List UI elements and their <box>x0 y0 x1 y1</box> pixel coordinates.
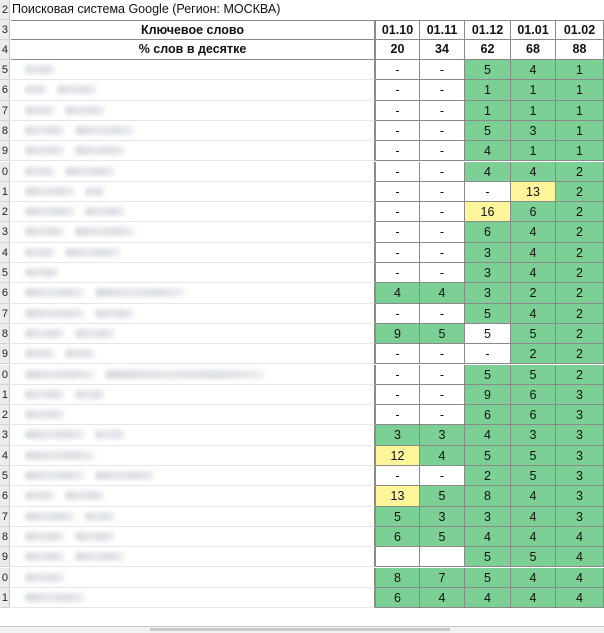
keyword-cell[interactable] <box>11 304 375 324</box>
position-cell[interactable]: - <box>420 60 465 80</box>
row-number[interactable]: 7 <box>0 507 10 527</box>
position-cell[interactable]: 2 <box>556 263 604 283</box>
row-number[interactable]: 8 <box>0 324 10 344</box>
position-cell[interactable]: - <box>375 365 420 385</box>
position-cell[interactable]: 8 <box>465 486 511 506</box>
position-cell[interactable]: - <box>420 263 465 283</box>
blurred-keyword-text <box>25 329 65 338</box>
position-cell[interactable]: 5 <box>375 507 420 527</box>
position-cell[interactable]: 4 <box>465 527 511 547</box>
position-cell[interactable]: 5 <box>511 324 556 344</box>
row-number[interactable]: 5 <box>0 60 10 80</box>
date-header-4[interactable]: 01.02 <box>556 20 604 40</box>
blurred-keyword-text <box>25 573 65 582</box>
position-cell[interactable]: 6 <box>511 385 556 405</box>
position-cell[interactable]: - <box>375 385 420 405</box>
position-cell[interactable]: - <box>420 365 465 385</box>
position-cell[interactable]: 4 <box>511 243 556 263</box>
position-cell[interactable]: 4 <box>375 283 420 303</box>
position-cell[interactable]: 1 <box>556 80 604 100</box>
keyword-cell[interactable] <box>11 486 375 506</box>
keyword-cell[interactable] <box>11 101 375 121</box>
position-cell[interactable]: 2 <box>556 222 604 242</box>
row-number[interactable]: 0 <box>0 162 10 182</box>
keyword-cell[interactable] <box>11 162 375 182</box>
blurred-keyword-text <box>65 106 105 115</box>
row-number[interactable]: 9 <box>0 547 10 567</box>
position-cell[interactable]: 12 <box>375 446 420 466</box>
position-cell[interactable]: - <box>420 405 465 425</box>
position-cell[interactable]: 4 <box>511 588 556 608</box>
position-cell[interactable]: - <box>375 466 420 486</box>
position-cell[interactable]: - <box>375 263 420 283</box>
position-cell[interactable]: 1 <box>556 60 604 80</box>
position-cell[interactable]: 3 <box>511 121 556 141</box>
blurred-keyword-text <box>75 552 125 561</box>
keyword-cell[interactable] <box>11 507 375 527</box>
keyword-cell[interactable] <box>11 568 375 588</box>
blurred-keyword-text <box>65 491 105 500</box>
position-cell[interactable]: 3 <box>465 283 511 303</box>
position-cell[interactable]: 2 <box>556 202 604 222</box>
position-cell[interactable]: 3 <box>420 507 465 527</box>
position-cell[interactable]: - <box>420 121 465 141</box>
blurred-keyword-text <box>25 126 65 135</box>
position-cell[interactable]: 5 <box>511 365 556 385</box>
position-cell[interactable]: 3 <box>465 507 511 527</box>
position-cell[interactable]: 6 <box>375 527 420 547</box>
keyword-cell[interactable] <box>11 547 375 567</box>
blurred-keyword-text <box>65 167 115 176</box>
position-cell[interactable]: - <box>375 80 420 100</box>
position-cell[interactable]: 1 <box>465 101 511 121</box>
position-cell[interactable]: 4 <box>465 425 511 445</box>
blurred-keyword-text <box>25 451 95 460</box>
keyword-cell[interactable] <box>11 425 375 445</box>
position-cell[interactable]: 4 <box>511 263 556 283</box>
position-cell[interactable]: 4 <box>511 527 556 547</box>
position-cell[interactable]: - <box>375 101 420 121</box>
position-cell[interactable]: 4 <box>420 588 465 608</box>
position-cell[interactable]: 5 <box>420 527 465 547</box>
position-cell[interactable]: - <box>420 344 465 364</box>
position-cell[interactable]: 6 <box>465 222 511 242</box>
position-cell[interactable]: 5 <box>465 304 511 324</box>
position-cell[interactable]: - <box>420 385 465 405</box>
position-cell[interactable]: 3 <box>556 486 604 506</box>
position-cell[interactable]: 2 <box>556 182 604 202</box>
position-cell[interactable]: 4 <box>511 222 556 242</box>
position-cell[interactable]: 13 <box>511 182 556 202</box>
row-number[interactable]: 5 <box>0 466 10 486</box>
blurred-keyword-text <box>75 329 115 338</box>
position-cell[interactable]: - <box>375 304 420 324</box>
blurred-keyword-text <box>25 187 75 196</box>
keyword-cell[interactable] <box>11 588 375 608</box>
position-cell[interactable]: - <box>420 222 465 242</box>
position-cell[interactable]: 1 <box>511 141 556 161</box>
position-cell[interactable]: 5 <box>465 121 511 141</box>
position-cell[interactable]: - <box>465 182 511 202</box>
row-number[interactable]: 2 <box>0 405 10 425</box>
position-cell[interactable]: 2 <box>511 283 556 303</box>
blurred-keyword-text <box>25 248 55 257</box>
position-cell[interactable]: 4 <box>556 568 604 588</box>
blurred-keyword-text <box>95 430 125 439</box>
blurred-keyword-text <box>25 268 59 277</box>
position-cell[interactable]: 3 <box>465 263 511 283</box>
position-cell[interactable]: 4 <box>511 568 556 588</box>
keyword-cell[interactable] <box>11 121 375 141</box>
position-cell[interactable]: 4 <box>465 141 511 161</box>
blurred-keyword-text <box>95 309 135 318</box>
position-cell[interactable]: 2 <box>556 162 604 182</box>
keyword-cell[interactable] <box>11 222 375 242</box>
position-cell[interactable]: - <box>420 162 465 182</box>
keyword-cell[interactable] <box>11 80 375 100</box>
keyword-cell[interactable] <box>11 405 375 425</box>
row-number[interactable]: 1 <box>0 588 10 608</box>
position-cell[interactable]: 5 <box>465 365 511 385</box>
row-number[interactable]: 0 <box>0 568 10 588</box>
row-number[interactable]: 7 <box>0 304 10 324</box>
blurred-keyword-text <box>75 390 105 399</box>
blurred-keyword-text <box>25 410 65 419</box>
position-cell[interactable]: 2 <box>556 283 604 303</box>
row-number[interactable]: 2 <box>0 202 10 222</box>
position-cell[interactable]: 8 <box>375 568 420 588</box>
sheet-title[interactable]: Поисковая система Google (Регион: МОСКВА) <box>12 2 281 16</box>
blurred-keyword-text <box>85 207 125 216</box>
keyword-cell[interactable] <box>11 446 375 466</box>
position-cell[interactable]: 5 <box>465 60 511 80</box>
position-cell[interactable]: 4 <box>420 446 465 466</box>
position-cell[interactable]: 9 <box>465 385 511 405</box>
percent-value-4[interactable]: 88 <box>556 40 604 60</box>
position-cell[interactable]: - <box>375 141 420 161</box>
position-cell[interactable]: - <box>375 243 420 263</box>
percent-value-0[interactable]: 20 <box>375 40 420 60</box>
blurred-keyword-text <box>75 532 115 541</box>
row-number[interactable]: 8 <box>0 527 10 547</box>
position-cell[interactable]: 6 <box>511 202 556 222</box>
date-header-1[interactable]: 01.11 <box>420 20 465 40</box>
keyword-cell[interactable] <box>11 466 375 486</box>
position-cell[interactable]: 3 <box>556 507 604 527</box>
position-cell[interactable]: 5 <box>420 324 465 344</box>
percent-value-3[interactable]: 68 <box>511 40 556 60</box>
position-cell[interactable]: 2 <box>556 243 604 263</box>
blurred-keyword-text <box>25 106 55 115</box>
position-cell[interactable]: 2 <box>556 324 604 344</box>
blurred-keyword-text <box>25 227 65 236</box>
blurred-keyword-text <box>25 349 55 358</box>
keyword-cell[interactable] <box>11 60 375 80</box>
position-cell[interactable]: - <box>375 222 420 242</box>
position-cell[interactable]: - <box>420 141 465 161</box>
position-cell[interactable]: 5 <box>465 446 511 466</box>
position-cell[interactable]: 1 <box>556 141 604 161</box>
blurred-keyword-text <box>65 349 95 358</box>
position-cell[interactable]: 4 <box>511 304 556 324</box>
position-cell[interactable]: 2 <box>556 365 604 385</box>
position-cell[interactable]: 4 <box>556 588 604 608</box>
keyword-cell[interactable] <box>11 365 375 385</box>
row-number[interactable]: 4 <box>0 243 10 263</box>
position-cell[interactable]: 5 <box>465 324 511 344</box>
position-cell[interactable]: 4 <box>420 283 465 303</box>
blurred-keyword-text <box>95 471 155 480</box>
position-cell[interactable]: - <box>420 466 465 486</box>
date-header-3[interactable]: 01.01 <box>511 20 556 40</box>
position-cell[interactable]: 2 <box>511 344 556 364</box>
keyword-cell[interactable] <box>11 324 375 344</box>
blurred-keyword-text <box>25 370 95 379</box>
row-number[interactable]: 4 <box>0 446 10 466</box>
keyword-cell[interactable] <box>11 263 375 283</box>
position-cell[interactable]: 4 <box>511 486 556 506</box>
position-cell[interactable]: 3 <box>556 385 604 405</box>
position-cell[interactable]: - <box>420 101 465 121</box>
position-cell[interactable]: 16 <box>465 202 511 222</box>
blurred-keyword-text <box>25 491 55 500</box>
position-cell[interactable]: - <box>465 344 511 364</box>
keyword-cell[interactable] <box>11 182 375 202</box>
blurred-keyword-text <box>25 512 75 521</box>
position-cell[interactable]: - <box>420 304 465 324</box>
row-number[interactable]: 9 <box>0 141 10 161</box>
position-cell[interactable]: 1 <box>556 101 604 121</box>
position-cell[interactable]: 3 <box>465 243 511 263</box>
position-cell[interactable]: 4 <box>556 527 604 547</box>
keyword-cell[interactable] <box>11 385 375 405</box>
blurred-keyword-text <box>85 512 115 521</box>
position-cell[interactable]: - <box>420 243 465 263</box>
date-header-2[interactable]: 01.12 <box>465 20 511 40</box>
position-cell[interactable]: 2 <box>556 304 604 324</box>
keyword-cell[interactable] <box>11 141 375 161</box>
position-cell[interactable]: - <box>420 80 465 100</box>
blurred-keyword-text <box>25 471 85 480</box>
position-cell[interactable]: - <box>375 405 420 425</box>
blurred-keyword-text <box>25 207 75 216</box>
position-cell[interactable] <box>420 547 465 567</box>
blurred-keyword-text <box>95 288 185 297</box>
keyword-header[interactable]: Ключевое слово <box>11 20 375 40</box>
position-cell[interactable]: 5 <box>511 466 556 486</box>
row-number[interactable]: 6 <box>0 283 10 303</box>
date-header-0[interactable]: 01.10 <box>375 20 420 40</box>
blurred-keyword-text <box>25 146 65 155</box>
position-cell[interactable]: 2 <box>465 466 511 486</box>
position-cell[interactable]: - <box>375 344 420 364</box>
keyword-cell[interactable] <box>11 243 375 263</box>
position-cell[interactable]: 13 <box>375 486 420 506</box>
blurred-keyword-text <box>25 85 47 94</box>
keyword-cell[interactable] <box>11 202 375 222</box>
row-number[interactable]: 3 <box>0 222 10 242</box>
blurred-keyword-text <box>75 126 135 135</box>
position-cell[interactable]: 1 <box>465 80 511 100</box>
position-cell[interactable]: 1 <box>511 80 556 100</box>
row-number[interactable]: 5 <box>0 263 10 283</box>
position-cell[interactable]: - <box>420 182 465 202</box>
position-cell[interactable]: 5 <box>511 547 556 567</box>
blurred-keyword-text <box>25 532 65 541</box>
blurred-keyword-text <box>25 288 85 297</box>
position-cell[interactable]: 5 <box>511 446 556 466</box>
blurred-keyword-text <box>25 430 85 439</box>
blurred-keyword-text <box>25 65 55 74</box>
blurred-keyword-text <box>65 248 120 257</box>
position-cell[interactable]: - <box>375 60 420 80</box>
position-cell[interactable]: 4 <box>465 162 511 182</box>
position-cell[interactable]: 1 <box>556 121 604 141</box>
blurred-keyword-text <box>25 593 85 602</box>
position-cell[interactable]: 3 <box>556 425 604 445</box>
position-cell[interactable]: 4 <box>511 60 556 80</box>
position-cell[interactable]: 5 <box>420 486 465 506</box>
blurred-keyword-text <box>25 167 55 176</box>
position-cell[interactable]: 4 <box>511 507 556 527</box>
row-number[interactable]: 4 <box>0 40 10 60</box>
position-cell[interactable]: 3 <box>511 425 556 445</box>
blurred-keyword-text <box>25 390 65 399</box>
position-cell[interactable]: 3 <box>375 425 420 445</box>
position-cell[interactable]: - <box>420 202 465 222</box>
position-cell[interactable]: 4 <box>465 588 511 608</box>
blurred-keyword-text <box>75 227 135 236</box>
position-cell[interactable]: 6 <box>465 405 511 425</box>
row-number[interactable]: 1 <box>0 385 10 405</box>
keyword-cell[interactable] <box>11 527 375 547</box>
row-number[interactable]: 0 <box>0 365 10 385</box>
row-number[interactable]: 1 <box>0 182 10 202</box>
position-cell[interactable]: 3 <box>556 446 604 466</box>
blurred-keyword-text <box>25 309 85 318</box>
position-cell[interactable]: 7 <box>420 568 465 588</box>
row-number[interactable]: 6 <box>0 80 10 100</box>
position-cell[interactable]: - <box>375 202 420 222</box>
row-number[interactable]: 3 <box>0 425 10 445</box>
blurred-keyword-text <box>25 552 65 561</box>
percent-value-1[interactable]: 34 <box>420 40 465 60</box>
blurred-keyword-text <box>75 146 125 155</box>
blurred-keyword-text <box>105 370 265 379</box>
row-number[interactable]: 8 <box>0 121 10 141</box>
position-cell[interactable]: 3 <box>556 405 604 425</box>
keyword-cell[interactable] <box>11 283 375 303</box>
position-cell[interactable]: 5 <box>465 568 511 588</box>
position-cell[interactable]: 2 <box>556 344 604 364</box>
percent-value-2[interactable]: 62 <box>465 40 511 60</box>
blurred-keyword-text <box>85 187 105 196</box>
row-number[interactable]: 6 <box>0 486 10 506</box>
position-cell[interactable]: 5 <box>465 547 511 567</box>
row-number[interactable]: 3 <box>0 20 10 40</box>
position-cell[interactable]: 4 <box>511 162 556 182</box>
scrollbar-thumb[interactable] <box>150 628 450 631</box>
position-cell[interactable]: - <box>375 121 420 141</box>
blurred-keyword-text <box>57 85 97 94</box>
position-cell[interactable]: 6 <box>511 405 556 425</box>
position-cell[interactable]: - <box>375 182 420 202</box>
percent-header[interactable]: % слов в десятке <box>11 40 375 60</box>
position-cell[interactable]: 6 <box>375 588 420 608</box>
position-cell[interactable]: 4 <box>556 547 604 567</box>
position-cell[interactable]: 9 <box>375 324 420 344</box>
row-number[interactable]: 7 <box>0 101 10 121</box>
position-cell[interactable] <box>375 547 420 567</box>
position-cell[interactable]: 3 <box>556 466 604 486</box>
keyword-cell[interactable] <box>11 344 375 364</box>
position-cell[interactable]: 3 <box>420 425 465 445</box>
position-cell[interactable]: 1 <box>511 101 556 121</box>
row-number[interactable]: 9 <box>0 344 10 364</box>
row-number[interactable]: 2 <box>0 0 10 20</box>
position-cell[interactable]: - <box>375 162 420 182</box>
